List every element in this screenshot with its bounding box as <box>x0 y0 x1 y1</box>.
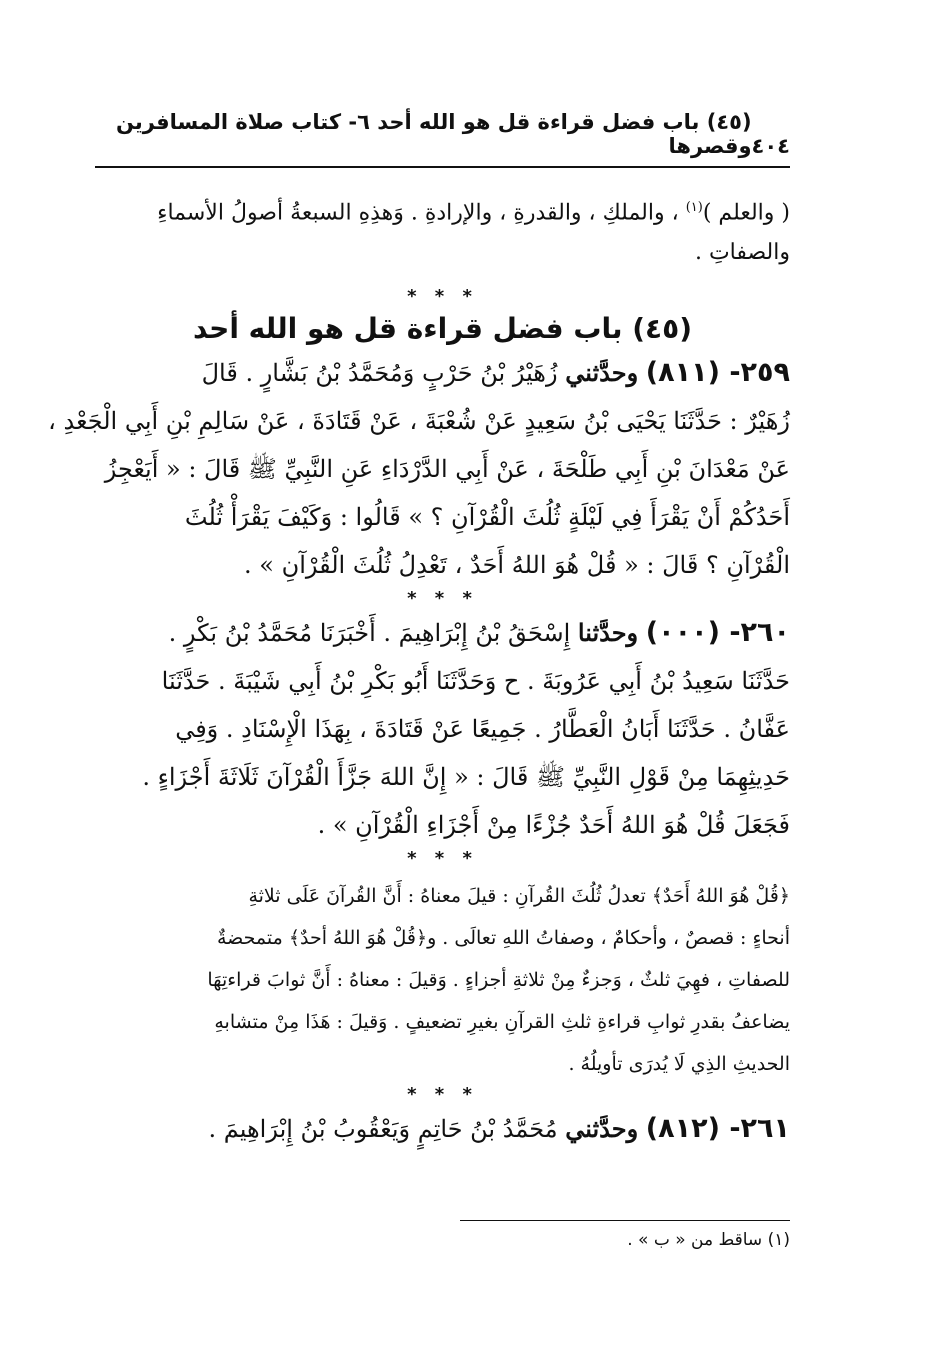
hadith-number: ٢٥٩- (٨١١) <box>645 357 790 389</box>
hadith-line: حَدَّثَنَا سَعِيدُ بْنُ أَبِي عَرُوبَةَ . ح وَحَدَّثَنَا أَبُو بَكْرِ بْنُ أَبِي شَيْبَةَ . حَدَّثَنَا <box>161 667 790 696</box>
intro-line: والصفاتِ . <box>694 240 790 266</box>
hadith-opening: وحدَّثني <box>565 1114 639 1144</box>
commentary-line: يضاعفُ بقدرِ ثوابِ قراءةِ ثلثِ القرآنِ بغيرِ تضعيفٍ . وَقيلَ : هَذَا مِنْ متشابهِ <box>214 1011 790 1034</box>
footnote-divider <box>460 1220 790 1221</box>
hadith-line <box>95 1105 790 1153</box>
hadith-line: عَنْ مَعْدَانَ بْنِ أَبِي طَلْحَةَ ، عَنْ أَبِي الدَّرْدَاءِ عَنِ النَّبِيِّ ﷺ قَالَ : « أَيَعْجِزُ <box>104 455 790 484</box>
page-number: ٤٠٤ <box>751 134 790 158</box>
commentary-paragraph <box>95 875 790 1085</box>
commentary-line: الحديثِ الذِي لَا يُدرَى تأويلُهُ . <box>568 1053 790 1076</box>
hadith-line: أَحَدُكُمْ أَنْ يَقْرَأَ فِي لَيْلَةٍ ثُلُثَ الْقُرْآنِ ؟ » قَالُوا : وَكَيْفَ يَقْرَأْ ثُلُثَ <box>184 503 790 532</box>
commentary-line: للصفاتِ ، فهِيَ ثلثٌ ، وَجزءٌ مِنْ ثلاثةِ أجزاءٍ . وَقيلَ : معناهُ : أَنَّ ثوابَ قراءتِهَا <box>207 969 790 992</box>
intro-line-start: ( والعلم ) <box>702 200 790 226</box>
section-separator: * * * <box>407 848 478 870</box>
hadith-line <box>95 349 790 397</box>
book-page <box>48 110 790 1250</box>
commentary-line: أنحاءٍ : قصصٌ ، وأحكامٌ ، وصفاتُ اللهِ تعالَى . و﴿قُلْ هُوَ اللهُ أحدٌ﴾ متمحضةٌ <box>216 927 790 950</box>
hadith-259 <box>48 349 790 589</box>
hadith-number: ٢٦١- (٨١٢) <box>645 1113 790 1145</box>
running-header <box>95 110 790 168</box>
section-separator: * * * <box>407 588 478 610</box>
hadith-260 <box>95 609 790 849</box>
hadith-text: مُحَمَّدُ بْنُ حَاتِمٍ وَيَعْقُوبُ بْنُ إِبْرَاهِيمَ . <box>208 1115 558 1144</box>
hadith-text: إِسْحَقُ بْنُ إِبْرَاهِيمَ . أَخْبَرَنَا مُحَمَّدُ بْنُ بَكْرٍ . <box>168 619 571 648</box>
footnote-reference: (١) <box>685 200 703 215</box>
section-separator: * * * <box>407 1084 478 1106</box>
intro-line <box>95 188 790 233</box>
hadith-opening: وحدَّثنا <box>577 618 639 648</box>
footnote-text: ساقط من « ب » . <box>627 1230 763 1250</box>
hadith-line: زُهَيْرٌ : حَدَّثَنَا يَحْيَى بْنُ سَعِيدٍ عَنْ شُعْبَةَ ، عَنْ قَتَادَةَ ، عَنْ سَالِمِ بْنِ أَبِي الْجَعْدِ ، <box>48 407 790 436</box>
hadith-text: زُهَيْرُ بْنُ حَرْبٍ وَمُحَمَّدُ بْنُ بَشَّارٍ . قَالَ <box>201 359 558 388</box>
hadith-line: عَفَّانُ . حَدَّثَنَا أَبَانُ الْعَطَّارُ . جَمِيعًا عَنْ قَتَادَةَ ، بِهَذَا الْإِسْنَادِ . وَفِي <box>175 715 790 744</box>
intro-paragraph <box>95 188 790 273</box>
section-separator: * * * <box>407 286 478 308</box>
hadith-line: فَجَعَلَ قُلْ هُوَ اللهُ أَحَدٌ جُزْءًا مِنْ أَجْزَاءِ الْقُرْآنِ » . <box>317 811 790 840</box>
hadith-opening: وحدَّثني <box>565 358 639 388</box>
chapter-title: (٤٥) باب فضل قراءة قل هو الله أحد <box>192 312 693 346</box>
hadith-line: حَدِيثِهِمَا مِنْ قَوْلِ النَّبِيِّ ﷺ قَالَ : « إِنَّ اللهَ جَزَّأَ الْقُرْآنَ ثَلَاثَةَ أَجْزَاءٍ . <box>142 763 790 792</box>
footnote <box>627 1230 790 1250</box>
hadith-line: الْقُرْآنِ ؟ قَالَ : « قُلْ هُوَ اللهُ أَحَدٌ ، تَعْدِلُ ثُلُثَ الْقُرْآنِ » . <box>244 551 790 580</box>
hadith-number: ٢٦٠- (٠٠٠) <box>645 617 790 649</box>
footnote-marker: (١) <box>767 1230 790 1250</box>
hadith-261 <box>95 1105 790 1153</box>
running-title: (٤٥) باب فضل قراءة قل هو الله أحد ٦- كتاب صلاة المسافرين وقصرها <box>116 110 752 158</box>
hadith-line <box>95 609 790 657</box>
commentary-line: ﴿قُلْ هُوَ اللهُ أَحَدٌ﴾ تعدلُ ثُلُثَ القُرآنِ : قيلَ معناهُ : أَنَّ القُرآنَ عَلَى ثلاثةِ <box>248 885 790 908</box>
intro-line-rest: ، والملكِ ، والقدرةِ ، والإرادةِ . وَهذِهِ السبعةُ أصولُ الأسماءِ <box>157 200 679 226</box>
